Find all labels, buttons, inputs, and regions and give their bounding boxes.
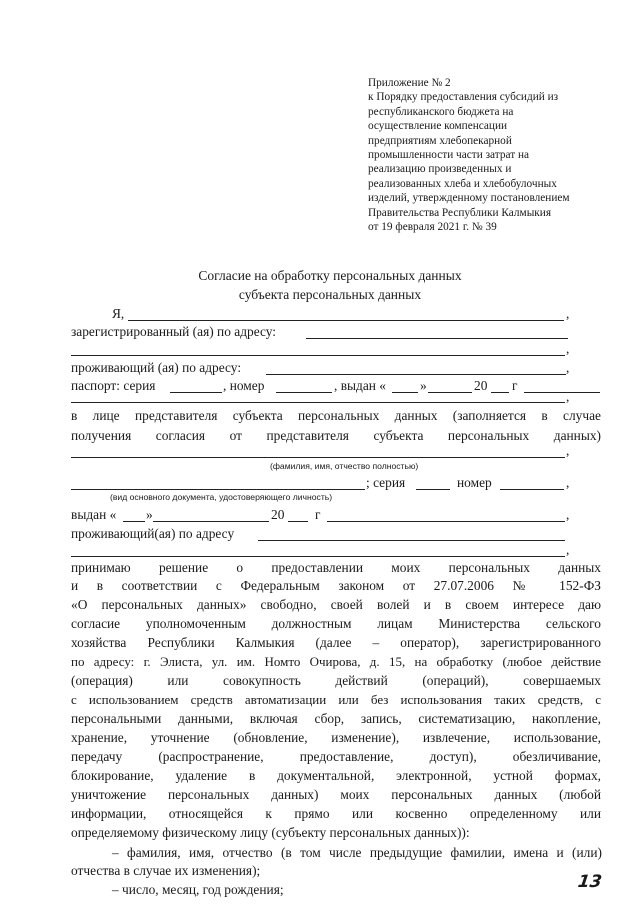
appendix-line: предприятиям хлебопекарной bbox=[368, 134, 512, 147]
field-doc-residing-line2[interactable] bbox=[71, 556, 565, 557]
appendix-line: промышленности части затрат на bbox=[368, 149, 530, 162]
comma: , bbox=[566, 443, 570, 458]
appendix-line: от 19 февраля 2021 г. № 39 bbox=[368, 221, 497, 234]
field-passport-month-line[interactable] bbox=[428, 392, 472, 393]
label-doc-issued: выдан « bbox=[71, 507, 117, 522]
label-registered: зарегистрированный (ая) по адресу: bbox=[71, 324, 276, 339]
label-passport-year: 20 bbox=[474, 378, 488, 393]
appendix-line: к Порядку предоставления субсидий из bbox=[368, 91, 559, 104]
rep-text-line: получения согласия от представителя субъекта персональных данных) bbox=[71, 428, 601, 443]
body-line: персональными данными, включая сбор, запись, систематизацию, накопление, bbox=[71, 711, 601, 726]
appendix-line: реализацию произведенных и bbox=[368, 163, 512, 176]
comma: , bbox=[566, 507, 570, 522]
label-passport-number: , номер bbox=[223, 378, 265, 393]
field-registered-address-line[interactable] bbox=[306, 338, 568, 339]
field-residing-address-line[interactable] bbox=[266, 374, 566, 375]
appendix-line: Приложение № 2 bbox=[368, 77, 451, 89]
body-line: принимаю решение о предоставлении моих персональных данных bbox=[71, 560, 601, 575]
document-subtitle: субъекта персональных данных bbox=[238, 287, 422, 302]
field-doc-year-line[interactable] bbox=[288, 521, 308, 522]
body-line: передачу (распространение, предоставление, доступ), обезличивание, bbox=[71, 749, 601, 764]
appendix-line: изделий, утвержденному постановлением bbox=[368, 192, 570, 205]
label-doc-residing: проживающий(ая) по адресу bbox=[71, 526, 235, 541]
label-doc-series: ; серия bbox=[366, 475, 406, 490]
caption-fio: (фамилия, имя, отчество полностью) bbox=[270, 461, 419, 471]
list-item-birthdate: – число, месяц, год рождения; bbox=[112, 882, 284, 897]
appendix-line: республиканского бюджета на bbox=[368, 105, 514, 118]
body-line: хозяйства Республики Калмыкия (далее – оператор), зарегистрированного bbox=[71, 635, 601, 650]
list-item-fio-cont: отчества в случае их изменения); bbox=[71, 863, 261, 878]
appendix-line: реализованных хлеба и хлебобулочных bbox=[368, 177, 557, 190]
field-doc-day-line[interactable] bbox=[123, 521, 145, 522]
label-doc-number: номер bbox=[457, 475, 492, 490]
field-passport-series-line[interactable] bbox=[170, 392, 222, 393]
caption-document: (вид основного документа, удостоверяющего личность) bbox=[110, 492, 333, 502]
field-fullname-line[interactable] bbox=[128, 320, 564, 321]
list-item-fio: – фамилия, имя, отчество (в том числе предыдущие фамилии, имена и (или) bbox=[112, 845, 602, 860]
label-doc-year: 20 bbox=[271, 507, 285, 522]
page-number: 13 bbox=[576, 872, 604, 892]
field-registered-address-line2[interactable] bbox=[71, 355, 565, 356]
body-line: блокирование, удаление в документальной, электронной, устной формах, bbox=[71, 768, 601, 783]
appendix-block bbox=[368, 76, 608, 234]
field-passport-year-line[interactable] bbox=[491, 392, 509, 393]
label-passport-series: паспорт: серия bbox=[71, 378, 156, 393]
appendix-line: Правительства Республики Калмыкия bbox=[368, 206, 552, 219]
quote-close: » bbox=[420, 378, 427, 393]
field-document-type-line[interactable] bbox=[71, 489, 365, 490]
comma: , bbox=[566, 306, 570, 321]
body-line: согласие уполномоченным должностным лицам Министерства сельского bbox=[71, 616, 601, 631]
appendix-line: осуществление компенсации bbox=[368, 120, 508, 133]
label-passport-issued: , выдан « bbox=[334, 378, 386, 393]
quote-close: » bbox=[146, 507, 153, 522]
document-title: Согласие на обработку персональных данных bbox=[198, 268, 462, 283]
field-passport-day-line[interactable] bbox=[392, 392, 418, 393]
field-doc-month-line[interactable] bbox=[153, 521, 269, 522]
field-passport-issuer-line2[interactable] bbox=[71, 402, 565, 403]
body-line: (операция) или совокупность действий (операций), совершаемых bbox=[71, 673, 601, 688]
field-passport-issuer-line[interactable] bbox=[524, 392, 600, 393]
body-line: «О персональных данных» свободно, своей волей и в своем интересе даю bbox=[71, 597, 601, 612]
label-passport-g: г bbox=[512, 378, 518, 393]
field-doc-issuer-line[interactable] bbox=[327, 521, 565, 522]
body-line: с использованием средств автоматизации или без использования таких средств, с bbox=[71, 692, 601, 707]
body-line: и в соответствии с Федеральным законом от 27.07.2006 № 152-ФЗ bbox=[71, 578, 601, 593]
comma: , bbox=[566, 389, 570, 404]
comma: , bbox=[566, 360, 570, 375]
comma: , bbox=[566, 542, 570, 557]
field-doc-series-line[interactable] bbox=[416, 489, 450, 490]
body-line: информации, относящейся к прямо или косвенно определенному или bbox=[71, 806, 601, 821]
comma: , bbox=[566, 341, 570, 356]
body-line: определяемому физическому лицу (субъекту персональных данных)): bbox=[71, 825, 470, 840]
label-residing: проживающий (ая) по адресу: bbox=[71, 360, 242, 375]
field-doc-residing-line[interactable] bbox=[258, 540, 565, 541]
rep-text-line: в лице представителя субъекта персональных данных (заполняется в случае bbox=[71, 408, 601, 423]
field-doc-number-line[interactable] bbox=[500, 489, 564, 490]
body-line: по адресу: г. Элиста, ул. им. Номто Очирова, д. 15, на обработку (любое действие bbox=[71, 654, 601, 669]
comma: , bbox=[566, 475, 570, 490]
field-passport-number-line[interactable] bbox=[276, 392, 332, 393]
label-doc-g: г bbox=[315, 507, 321, 522]
body-line: уничтожение персональных данных) моих персональных данных (любой bbox=[71, 787, 601, 802]
label-ya: Я, bbox=[112, 306, 125, 321]
body-line: хранение, уточнение (обновление, изменение), извлечение, использование, bbox=[71, 730, 601, 745]
field-representative-fio-line[interactable] bbox=[71, 457, 565, 458]
